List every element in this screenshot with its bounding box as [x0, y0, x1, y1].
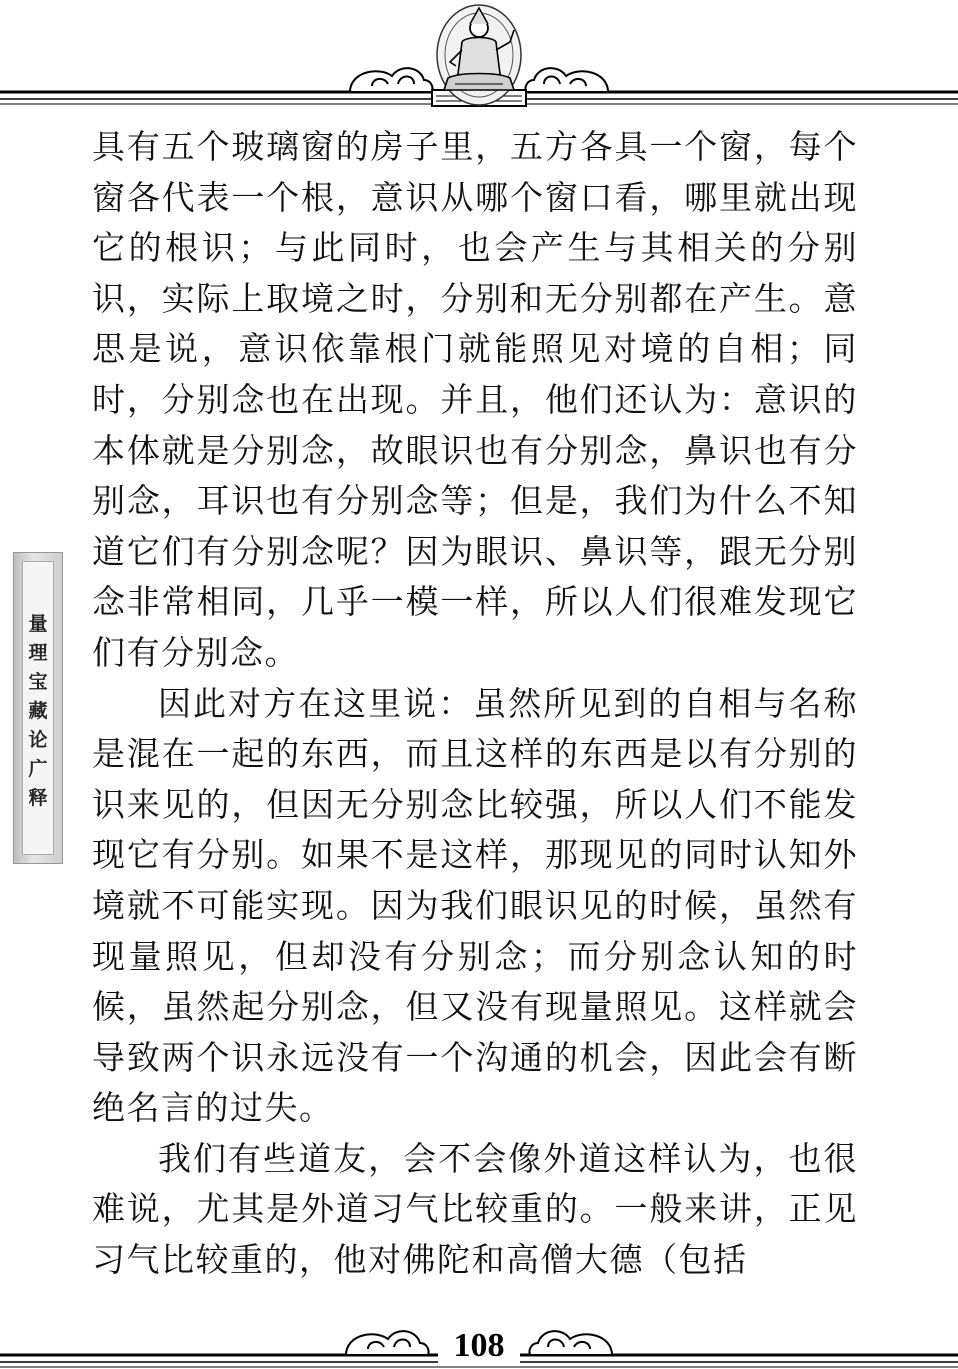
side-book-tab [13, 552, 63, 864]
cloud-scroll-right-icon [525, 68, 608, 92]
cloud-scroll-left-icon [350, 68, 433, 92]
header-ornament [0, 0, 958, 115]
paragraph: 具有五个玻璃窗的房子里，五方各具一个窗，每个窗各代表一个根，意识从哪个窗口看，哪里就出现它的根识；与此同时，也会产生与其相关的分别识，实际上取境之时，分别和无分别都在产生。意思是说，意识依靠根门就能照见对境的自相；同时，分别念也在出现。并且，他们还认为：意识的本体就是分别念，故眼识也有分别念，鼻识也有分别念，耳识也有分别念等；但是，我们为什么不知道它们有分别念呢？因为眼识、鼻识等，跟无分别念非常相同，几乎一模一样，所以人们很难发现它们有分别念。 [92, 127, 858, 672]
page-number: 108 [453, 1327, 505, 1364]
paragraph: 我们有些道友，会不会像外道这样认为，也很难说，尤其是外道习气比较重的。一般来讲，正见习气比较重的，他对佛陀和高僧大德（包括 [92, 1138, 858, 1280]
book-title: 量理宝藏论广释 [28, 613, 48, 809]
paragraph: 因此对方在这里说：虽然所见到的自相与名称是混在一起的东西，而且这样的东西是以有分别的识来见的，但因无分别念比较强，所以人们不能发现它有分别。如果不是这样，那现见的同时认知外境就不可能实现。因为我们眼识见的时候，虽然有现量照见，但却没有分别念；而分别念认知的时候，虽然起分别念，但又没有现量照见。这样就会导致两个识永远没有一个沟通的机会，因此会有断绝名言的过失。 [92, 683, 858, 1128]
deity-figure-icon [432, 5, 526, 106]
body-text [92, 122, 858, 1286]
